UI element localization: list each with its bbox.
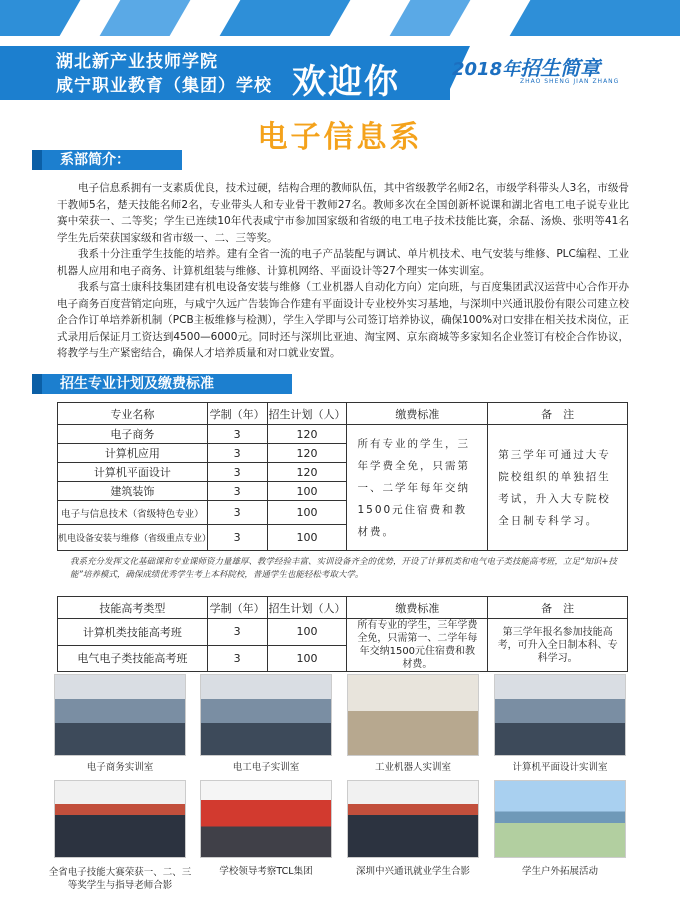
brochure-title [452,52,600,81]
fee-standard: 所有专业的学生，三年学费全免，只需第一、二学年每年交纳1500元住宿费和教材费。 [347,425,488,551]
department-title: 电子信息系 [257,120,423,155]
table-header-row [58,597,628,619]
major-name: 电子与信息技术（省级特色专业） [58,501,208,525]
photo-caption: 电子商务实训室 [86,762,154,773]
plan-heading: 招生专业计划及缴费标准 [42,374,292,394]
major-name: 电子商务 [58,425,208,444]
table-row [58,619,628,646]
exam-table [57,596,628,672]
header-banner [0,0,680,110]
header-skew-block [0,0,80,36]
photo-caption: 电工电子实训室 [232,762,300,773]
school-name [56,50,272,98]
brochure-year: 2018年 [452,59,521,80]
photo-caption: 深圳中兴通讯就业学生合影 [355,866,470,877]
photo-tcl-visit [200,780,332,858]
major-name: 计算机平面设计 [58,463,208,482]
column-header: 技能高考类型 [58,597,208,619]
fee-standard: 所有专业的学生，三年学费全免，只需第一、二学年每年交纳1500元住宿费和教材费。 [347,619,488,672]
brochure-pinyin: ZHAO SHENG JIAN ZHANG [520,78,620,85]
header-skew-block [510,0,680,36]
years: 3 [207,482,267,501]
quota: 120 [267,444,347,463]
intro-heading: 系部简介： [42,150,182,170]
photo-caption: 全省电子技能大赛荣获一、二、三等奖学生与指导老师合影 [48,867,192,891]
column-header: 备 注 [488,597,628,619]
quota: 120 [267,425,347,444]
column-header: 招生计划（人） [267,403,347,425]
plan-table [57,402,628,551]
column-header: 学制（年） [207,403,267,425]
photo-caption: 工业机器人实训室 [374,762,451,773]
column-header: 学制（年） [207,597,267,619]
brochure-label: 招生简章 [520,56,601,80]
exam-type: 计算机类技能高考班 [58,619,208,646]
photo-caption: 计算机平面设计实训室 [512,762,608,773]
intro-text [57,180,629,362]
years: 3 [207,444,267,463]
intro-paragraph: 电子信息系拥有一支素质优良，技术过硬，结构合理的教师队伍，其中省级教学名师2名，市级学科带头人3名，市级骨干教师5名，楚天技能名师2名，专业带头人和专业骨干教师27名。教师多次在全国创新杯说课和湖北省电工电子说专业比赛中荣获一、二等奖；学生已连续10年代表咸宁市参加国家级和省级的电工电子技术技能比赛，余磊、汤焕、张明等41名学生先后荣获国家级和省市级一、二、三等奖。 [57,182,629,244]
photo-outdoor-activity [494,780,626,858]
photo-caption: 学校领导考察TCL集团 [219,866,313,877]
photo-electrical-lab [200,674,332,756]
major-name: 计算机应用 [58,444,208,463]
column-header: 缴费标准 [347,403,488,425]
photo-zte-employment [347,780,479,858]
quota: 100 [267,501,347,525]
years: 3 [207,501,267,525]
school-name-line1: 湖北新产业技师学院 [56,52,218,72]
quota: 100 [267,619,347,646]
photo-ecommerce-lab [54,674,186,756]
years: 3 [207,425,267,444]
photo-robot-lab [347,674,479,756]
intro-paragraph: 我系十分注重学生技能的培养。建有全省一流的电子产品装配与调试、单片机技术、电气安装与维修、PLC编程、工业机器人应用和电子商务、计算机组装与维修、计算机网络、平面设计等27个理实一体实训室。 [57,248,629,277]
exam-type: 电气电子类技能高考班 [58,645,208,672]
years: 3 [207,463,267,482]
years: 3 [207,525,267,551]
quota: 100 [267,482,347,501]
quota: 100 [267,645,347,672]
quota: 100 [267,525,347,551]
quota: 120 [267,463,347,482]
column-header: 专业名称 [58,403,208,425]
remark: 第三学年报名参加技能高考，可升入全日制本科、专科学习。 [488,619,628,672]
intro-paragraph: 我系与富士康科技集团建有机电设备安装与维修（工业机器人自动化方向）定向班，与百度集团武汉运营中心合作开办电子商务百度营销定向班，与咸宁久远广告装饰合作建有平面设计专业校外实习基地，与深圳中兴通讯股份有限公司建立校企合作订单培养新机制（PCB主板维修与检测），学生入学即与公司签订培养协议，确保100%对口安排在相关技术岗位，正式录用后保证月工资达到4500—6000元。同时还与深圳比亚迪、淘宝网、京东商城等多家知名企业签订有校企合作协议，将教学与生产紧密结合，确保人才培养质量和对口就业安置。 [57,281,629,359]
welcome-text: 欢迎你 [292,62,400,102]
photo-competition-winners [54,780,186,858]
column-header: 缴费标准 [347,597,488,619]
column-header: 招生计划（人） [267,597,347,619]
remark: 第三学年可通过大专院校组织的单独招生考试，升入大专院校全日制专科学习。 [488,425,628,551]
years: 3 [207,645,267,672]
school-name-line2: 咸宁职业教育（集团）学校 [56,76,272,96]
table-row [58,425,628,444]
photo-design-lab [494,674,626,756]
major-name: 机电设备安装与维修（省级重点专业） [58,525,208,551]
table-header-row [58,403,628,425]
column-header: 备 注 [488,403,628,425]
photo-caption: 学生户外拓展活动 [521,866,598,877]
major-name: 建筑装饰 [58,482,208,501]
header-skew-block [220,0,351,36]
years: 3 [207,619,267,646]
skills-exam-note: 我系充分发挥文化基础课和专业课师资力量雄厚、教学经验丰富、实训设备齐全的优势，开设了计算机类和电气电子类技能高考班，立足“知识+技能”培养模式，确保成绩优秀学生考上本科院校，普通学生也能轻松考取大学。 [70,557,618,580]
